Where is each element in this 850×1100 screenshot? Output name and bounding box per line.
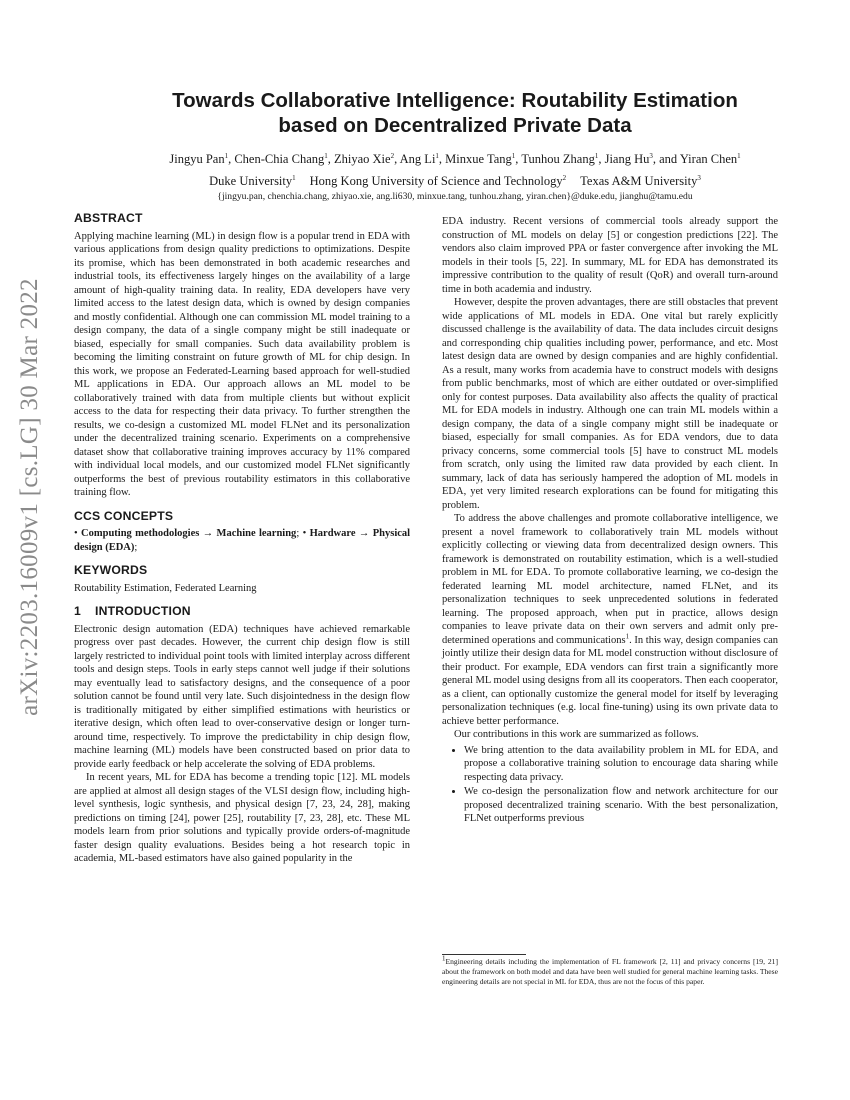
intro-paragraph-2: In recent years, ML for EDA has become a trending topic [12]. ML models are applied at almost all design stages of the VLSI design flow, including high-level synthesis, logic synthesis, and physical design [7, 23, 24, 28], making predictions on timing [24], power [25], routability [7, 23, 28], etc. These ML models learn from prior solutions and typically provide orders-of-magnitude faster design quality evaluations. Besides being a hot research topic in academia, ML-based estimators have also gained popularity in the [74,772,410,864]
author-affiliation-mark: 1 [737,151,741,160]
author-separator: , and [652,152,680,166]
abstract-section [74,212,410,500]
affiliation-list [60,174,850,189]
author-name: Ang Li [399,152,436,166]
footnote-text: Engineering details including the implementation of FL framework [2, 11] and privacy concerns [19, 21] about the framework on both model and data have been well studied for general machine learning tasks. These engineering details are not special in ML for EDA, thus are not the focus of this paper. [442,957,778,987]
author-affiliation-mark: 1 [594,151,599,160]
author-affiliation-mark: 2 [390,151,395,160]
ccs-concept-1b: Machine learning [216,528,297,539]
affiliation [310,174,567,188]
author-separator: , [327,152,334,166]
author-name: Zhiyao Xie [334,152,391,166]
ccs-concept-2a: Hardware [309,528,356,539]
author-separator: , [438,152,446,166]
footnote-marker: 1 [625,632,630,640]
contribution-item-2: • We co-design the personalization flow and network architecture for our proposed decentralized training scenario. With the best personalization, FLNet outperforms previous [464,785,778,826]
arrow-icon: → [202,528,214,539]
author-name: Jiang Hu [604,152,650,166]
author-name: Yiran Chen [679,152,738,166]
left-column [74,212,410,866]
footnote-divider [442,954,526,955]
ccs-end: ; [134,541,138,553]
author-name: Tunhou Zhang [521,152,595,166]
affiliation-name: Duke University [209,174,293,188]
intro-paragraph-5 [442,512,778,728]
author-separator: , [598,152,605,166]
title-line-1: Towards Collaborative Intelligence: Routability Estimation [172,89,738,112]
ccs-concept-2b: Physical design (EDA) [74,528,411,553]
footnote-mark: 1 [442,954,446,963]
author-name: Minxue Tang [445,152,512,166]
intro-paragraph-5-part-2: . In this way, design companies can jointly utilize their design data for ML model construction without disclosure of their product. For example, EDA vendors can first train a significantly more general ML model using designs from all its cooperators. Then each cooperator, as a client, can optionally customize the general model for itself by leveraging personalization techniques (e.g. local fine-tuning) using its own private data to achieve better performance. [442,634,778,727]
author-emails: {jingyu.pan, chenchia.chang, zhiyao.xie, ang.li630, minxue.tang, tunhou.zhang, yiran.chen}@duke.edu, jianghu@tamu.edu [217,191,693,202]
intro-paragraph-4: However, despite the proven advantages, there are still obstacles that prevent wide applications of ML models in EDA. One vital but rarely explicitly discussed challenge is the availability of data. The data includes circuit designs and corresponding chip qualities including power, performance, and etc. Most latest design data are owned by design companies and are highly confidential. As a result, many works from academia have to construct models with designs from public benchmarks, most of which are either outdated or over-simplified only for contest purposes. Data availability also affects the quality of practical ML for EDA models in industry. Although one can train ML models within a design company, the data of a single company might still be inadequate or biased, especially for small companies. As for EDA vendors, due to data privacy concerns, some commercial tools [5] have to construct ML models from scratch, only using the limited raw data provided by each client. In summary, lack of data has seriously hampered the adoption of ML models in EDA, yet very limited research explorations can be found for mitigating this problem. [442,297,778,511]
author-name: Chen-Chia Chang [234,152,325,166]
section-title: INTRODUCTION [94,604,191,618]
ccs-heading: CCS CONCEPTS [74,508,174,523]
affiliation-mark: 1 [292,173,296,182]
author-separator: , [228,152,235,166]
ccs-concept-1a: Computing methodologies [81,528,200,539]
author-separator: , [515,152,522,166]
arxiv-identifier [8,278,52,716]
affiliation [580,174,701,188]
intro-paragraph-5-part-1: To address the above challenges and promote collaborative intelligence, we present a novel framework to collaboratively train ML models without explicitly collecting or viewing data from decentralized design owners. This framework is demonstrated on routability estimation, which is a well-studied problem in ML for EDA. To promote collaborative learning, we co-design the federated learning ML model architecture, named FLNet, and its personalization techniques to seek unprecedented solutions in federated learning. The proposed approach, when put in practice, allows design companies to leave private data on their own servers and admit only pre-determined operations and communications [442,513,778,646]
introduction-section [74,605,410,866]
keywords-heading: KEYWORDS [74,563,148,577]
author-affiliation-mark: 3 [649,151,653,160]
abstract-text: Applying machine learning (ML) in design flow is a popular trend in EDA with various applications from design quality predictions to optimizations. Despite its promise, which has been demonstrated in both academic researches and industrial tools, its effectiveness largely hinges on the availability of a large amount of high-quality training data. In reality, EDA developers have very limited access to the latest design data, which is owned by design companies and mostly confidential. Although one can commission ML model training to a design company, the data of a single company might be still inadequate or biased, especially for small companies. Such data availability problem is becoming the limiting constraint on future growth of ML for chip design. In this work, we propose an Federated-Learning based approach for well-studied ML applications in EDA. Our approach allows an ML model to be collaboratively trained with data from multiple clients but without explicit access to the data for respecting their data privacy. To further strengthen the results, we co-design a customized ML model FLNet and its personalization under the decentralized training scenario. Experiments on a comprehensive dataset show that collaborative training improves accuracy by 11% compared with individual local models, and our customized model FLNet significantly outperforms the best of previous routability estimators in this collaborative training flow. [74,230,410,498]
ccs-text [74,527,410,554]
contribution-item-1: • We bring attention to the data availability problem in ML for EDA, and propose a collaborative training solution to encourage data sharing while respecting data privacy. [464,744,778,785]
keywords-text: Routability Estimation, Federated Learning [74,582,257,594]
author-list [60,152,850,167]
affiliation-name: Hong Kong University of Science and Technology [309,174,563,188]
author-affiliation-mark: 1 [435,151,439,160]
ccs-section [74,510,410,555]
abstract-heading: ABSTRACT [74,211,143,225]
author-affiliation-mark: 1 [324,151,328,160]
paper-title [60,88,850,138]
contribution-list [442,744,778,826]
intro-paragraph-3: EDA industry. Recent versions of commercial tools already support the construction of ML models on delay [5] or congestion predictions [22]. The vendors also claim improved PPA or faster convergence after invoking the ML models in their tools [5, 22]. In summary, ML for EDA has demonstrated its impressive contribution to the quality of result (QoR) and overall turn-around time in both academia and industry. [442,216,778,295]
section-number: 1 [74,604,81,618]
arrow-icon: → [358,528,370,539]
author-name: Jingyu Pan [169,152,225,166]
affiliation-mark: 3 [697,173,701,182]
author-affiliation-mark: 1 [511,151,516,160]
right-column [442,215,778,827]
affiliation-name: Texas A&M University [580,174,698,188]
footnote [442,954,778,988]
introduction-heading [74,605,410,619]
author-affiliation-mark: 1 [224,151,229,160]
ccs-separator: ; [296,528,300,539]
ccs-bullet: • [302,528,307,539]
keywords-section [74,564,410,595]
title-line-2: based on Decentralized Private Data [278,114,632,137]
ccs-bullet: • [74,528,78,539]
author-separator: , [394,152,400,166]
intro-paragraph-6: Our contributions in this work are summarized as follows. [454,729,699,740]
affiliation-mark: 2 [562,173,567,182]
intro-paragraph-1: Electronic design automation (EDA) techniques have achieved remarkable progress over past decades. However, the current chip design flow is still largely restricted to individual point tools with limited interplay across different tools and design steps. Tools in early steps cannot well judge if their solutions may eventually lead to satisfactory designs, and the consequence of a poor solution cannot be found until very late. Such disjointedness in the design flow is traditionally mitigated by either simplified estimations with heuristics or iterative design, which often lead to over-conservative design or longer turn-around time, respectively. To improve the predictability in chip design flow, machine learning (ML) models have been constructed based on prior data to provide early feedback or help accelerate the solving of EDA problems. [74,623,410,770]
affiliation [209,174,295,188]
arxiv-identifier-text: arXiv:2203.16009v1 [cs.LG] 30 Mar 2022 [16,278,43,716]
